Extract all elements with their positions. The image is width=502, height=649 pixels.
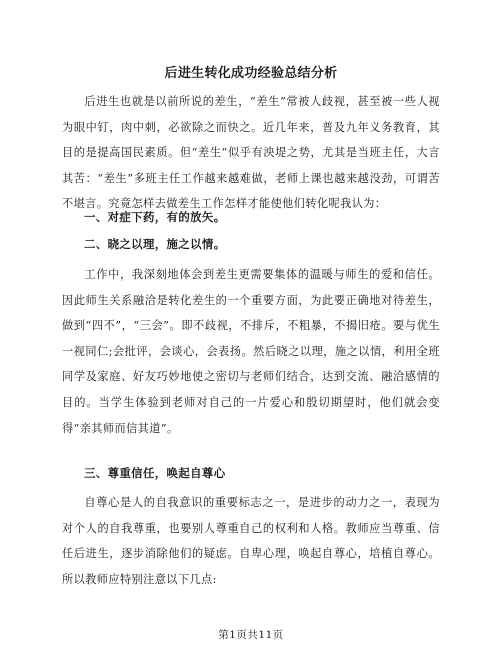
section-heading-3: 三、尊重信任，唤起自尊心	[84, 466, 226, 480]
paragraph-section-2: 工作中，我深刻地体会到差生更需要集体的温暖与师生的爱和信任。因此师生关系融洽是转化差生的一个重要方面，为此要正确地对待差生，做到“四不”，“三会”。即不歧视，不排斥，不粗暴，不揭旧疮。要与优生一视同仁;会批评，会谈心，会表扬。然后晓之以理，施之以情，利用全班同学及家庭、好友巧妙地使之密切与老师们结合，达到交流、融洽感情的目的。当学生体验到老师对自己的一片爱心和殷切期望时，他们就会变得“亲其师而信其道”。	[62, 268, 440, 435]
paragraph-section-3: 自尊心是人的自我意识的重要标志之一，是进步的动力之一，表现为对个人的自我尊重，也要别人尊重自己的权利和人格。教师应当尊重、信任后进生，逐步消除他们的疑虑。自卑心理，唤起自尊心，培植自尊心。所以教师应特别注意以下几点:	[62, 496, 440, 586]
document-title: 后进生转化成功经验总结分析	[164, 66, 338, 81]
section-heading-2: 二、晓之以理，施之以情。	[84, 237, 226, 251]
page-number: 第1页共11页	[218, 629, 284, 641]
paragraph-intro: 后进生也就是以前所说的差生，“差生”常被人歧视，甚至被一些人视为眼中钉，肉中刺，必欲除之而快之。近几年来，普及九年义务教育，其目的是提高国民素质。但“差生”似乎有泱堤之势，尤其是当班主任，大言其苦：“差生”多班主任工作越来越难做，老师上课也越来越没劲，可谓苦不堪言。究竟怎样去做差生工作怎样才能使他们转化呢我认为：	[62, 95, 440, 211]
section-heading-1: 一、对症下药，有的放矢。	[84, 210, 226, 224]
